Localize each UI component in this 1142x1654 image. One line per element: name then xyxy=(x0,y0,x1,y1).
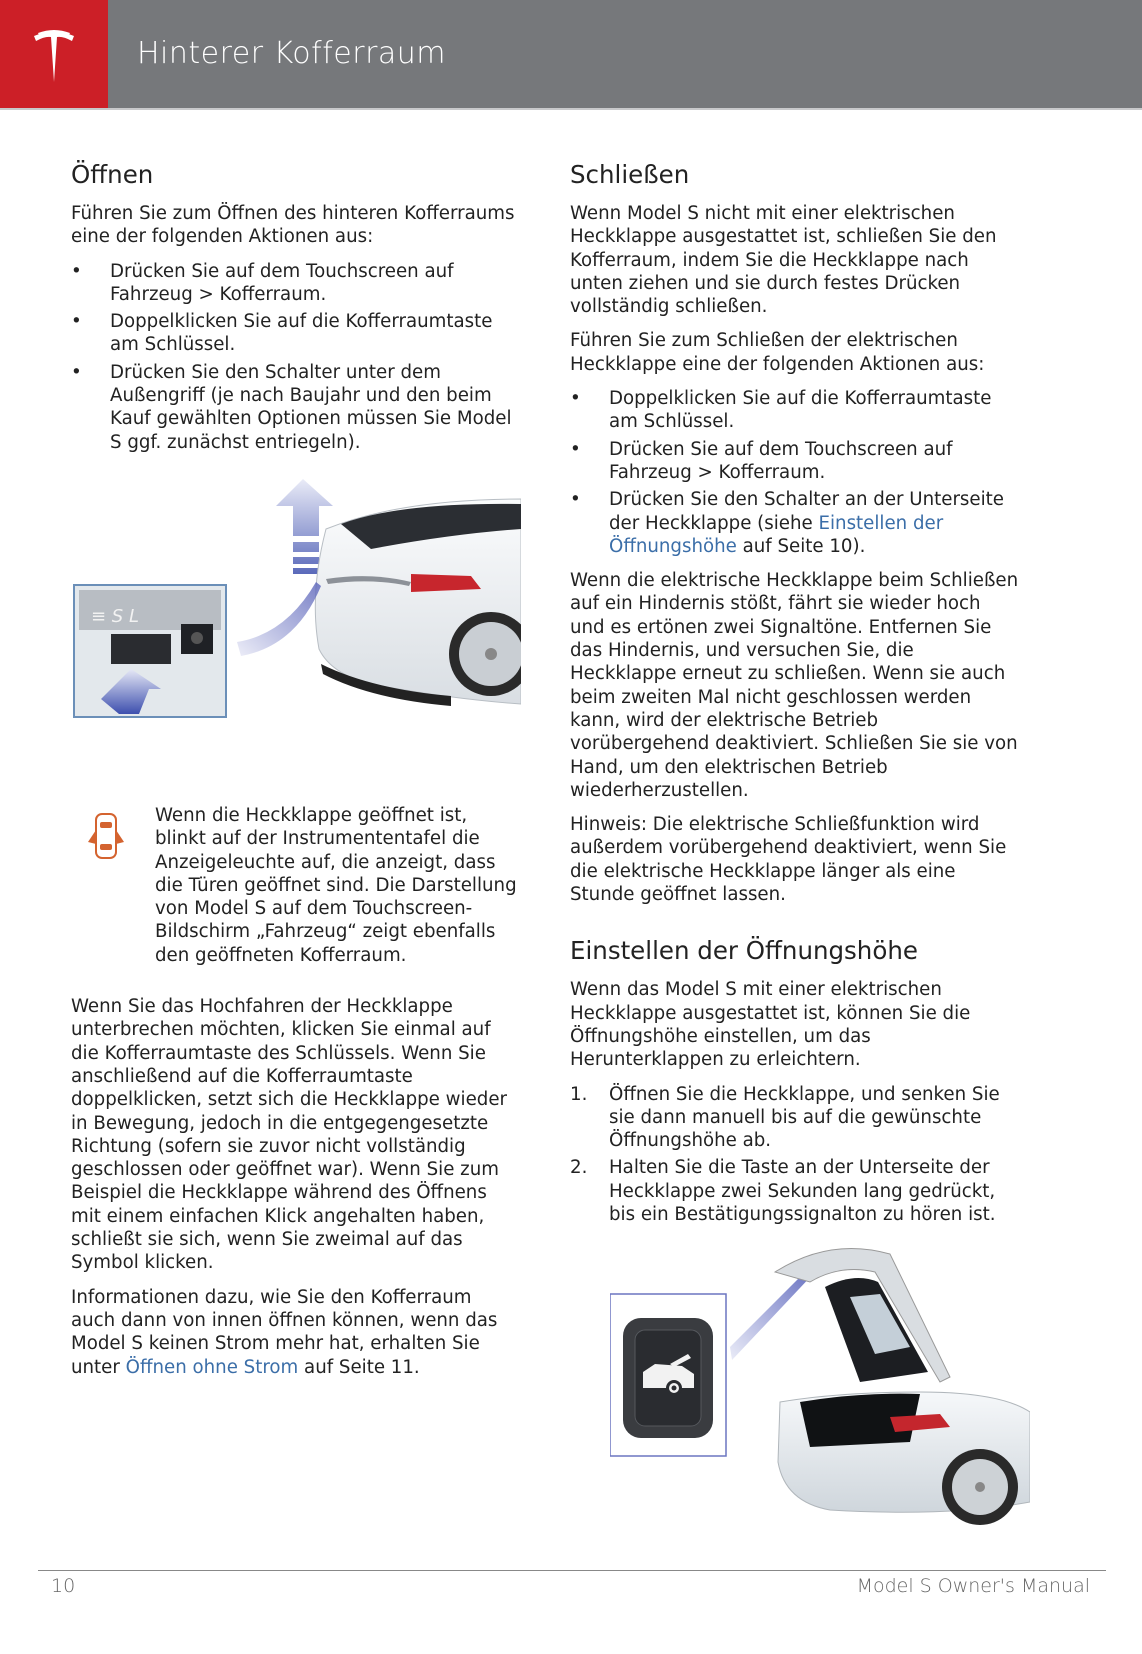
list-item-text: Drücken Sie auf dem Touchscreen auf Fahrzeug > Kofferraum. xyxy=(110,260,454,305)
open-para-no-power xyxy=(71,1286,521,1379)
open-bullet-list xyxy=(71,260,521,454)
bullet-marker: • xyxy=(570,388,581,410)
step-number: 2. xyxy=(570,1157,588,1179)
header-divider xyxy=(0,108,1142,110)
svg-text:≡ S L: ≡ S L xyxy=(91,605,139,627)
height-steps-list xyxy=(570,1083,1020,1227)
page-number: 10 xyxy=(51,1575,76,1597)
bullet-marker: • xyxy=(71,311,82,333)
close-para-manual: Wenn Model S nicht mit einer elektrischen Heckklappe ausgestattet ist, schließen Sie den Kofferraum, indem Sie die Heckklappe nach unten ziehen und sie durch festes Drücken vollständig schließen. xyxy=(570,203,997,318)
liftgate-button-illustration xyxy=(610,1242,1030,1532)
logo-block xyxy=(0,0,108,108)
trunk-exterior-switch-illustration xyxy=(71,474,521,774)
tesla-logo-icon xyxy=(33,30,75,82)
list-item xyxy=(570,1156,1020,1226)
list-item-text: Doppelklicken Sie auf die Kofferraumtaste am Schlüssel. xyxy=(110,311,493,356)
list-item xyxy=(71,310,521,357)
bullet-marker: • xyxy=(570,438,581,460)
right-column xyxy=(570,160,1020,1532)
list-item-text: Drücken Sie den Schalter an der Unterseite der Heckklappe (siehe xyxy=(609,489,1004,534)
list-item xyxy=(71,260,521,307)
list-item-text: Doppelklicken Sie auf die Kofferraumtaste am Schlüssel. xyxy=(609,388,992,433)
list-item xyxy=(71,361,521,454)
note-doors-open xyxy=(71,804,521,967)
link-opening-height[interactable]: Einstellen der Öffnungshöhe xyxy=(609,512,944,557)
liftgate-button-closeup xyxy=(610,1294,726,1456)
bullet-marker: • xyxy=(71,361,82,383)
manual-title: Model S Owner's Manual xyxy=(856,1575,1090,1597)
footer-divider xyxy=(38,1570,1106,1571)
step-number: 1. xyxy=(570,1083,588,1105)
list-item xyxy=(570,387,1020,434)
car-rear-illustration xyxy=(71,474,521,774)
list-item-text: Drücken Sie den Schalter unter dem Außengriff (je nach Baujahr und den beim Kauf gewählten Optionen müssen Sie Model S ggf. zunächst entriegeln). xyxy=(110,361,512,453)
list-item xyxy=(570,438,1020,485)
car-open-liftgate-illustration xyxy=(610,1242,1030,1532)
left-column xyxy=(71,160,521,1390)
bullet-marker: • xyxy=(71,260,82,282)
doors-open-warning-icon xyxy=(85,812,127,866)
close-para-hint: Hinweis: Die elektrische Schließfunktion wird außerdem vorübergehend deaktiviert, wenn Sie die elektrische Heckklappe länger als eine Stunde geöffnet lassen. xyxy=(570,814,1007,906)
list-item-text: Öffnen Sie die Heckklappe, und senken Sie sie dann manuell bis auf die gewünschte Öffnungshöhe ab. xyxy=(609,1083,1000,1152)
open-intro: Führen Sie zum Öffnen des hinteren Kofferraums eine der folgenden Aktionen aus: xyxy=(71,203,515,248)
list-item-text: auf Seite 10). xyxy=(736,535,866,557)
list-item xyxy=(570,1083,1020,1153)
note-text: Wenn die Heckklappe geöffnet ist, blinkt auf der Instrumententafel die Anzeigeleuchte auf, die anzeigt, dass die Türen geöffnet sind. Die Darstellung von Model S auf dem Touchscreen-Bildschirm „Fahrzeug“ zeigt ebenfalls den geöffneten Kofferraum. xyxy=(155,804,517,966)
close-para-intro: Führen Sie zum Schließen der elektrischen Heckklappe eine der folgenden Aktionen aus: xyxy=(570,330,985,375)
close-bullet-list xyxy=(570,387,1020,558)
section-heading-open: Öffnen xyxy=(71,160,154,189)
link-open-without-power[interactable]: Öffnen ohne Strom xyxy=(125,1356,299,1378)
section-heading-height: Einstellen der Öffnungshöhe xyxy=(570,936,918,966)
height-intro: Wenn das Model S mit einer elektrischen Heckklappe ausgestattet ist, können Sie die Öffnungshöhe einstellen, um das Herunterklappen zu erleichtern. xyxy=(570,979,971,1071)
list-item xyxy=(570,488,1020,558)
open-para-interrupt: Wenn Sie das Hochfahren der Heckklappe unterbrechen möchten, klicken Sie einmal auf die Kofferraumtaste des Schlüssels. Wenn Sie anschließend auf die Kofferraumtaste doppelklicken, setzt sich die Heckklappe wieder in Bewegung, jedoch in die entgegengesetzte Richtung (sofern sie zuvor nicht vollständig geschlossen oder geöffnet war). Wenn Sie zum Beispiel die Heckklappe während des Öffnens mit einem einfachen Klick angehalten haben, schließt sie sich, wenn Sie zweimal auf das Symbol klicken. xyxy=(71,996,507,1274)
para-text: auf Seite 11. xyxy=(298,1356,420,1378)
bullet-marker: • xyxy=(570,489,581,511)
list-item-text: Halten Sie die Taste an der Unterseite der Heckklappe zwei Sekunden lang gedrückt, bis ein Bestätigungssignalton zu hören ist. xyxy=(609,1157,996,1225)
close-para-obstacle: Wenn die elektrische Heckklappe beim Schließen auf ein Hindernis stößt, fährt sie wieder hoch und es ertönen zwei Signaltöne. Entfernen Sie das Hindernis, und versuchen Sie, die Heckklappe erneut zu schließen. Wenn sie auch beim zweiten Mal nicht geschlossen werden kann, wird der elektrische Betrieb vorübergehend deaktiviert. Schließen Sie sie von Hand, um den elektrischen Betrieb wiederherzustellen. xyxy=(570,570,1019,801)
page-header xyxy=(0,0,1142,108)
para-text: Informationen dazu, wie Sie den Kofferraum auch dann von innen öffnen können, wenn das Model S keinen Strom mehr hat, erhalten Sie unter xyxy=(71,1286,498,1378)
section-heading-close: Schließen xyxy=(570,160,690,189)
inset-switch-closeup xyxy=(74,585,226,717)
list-item-text: Drücken Sie auf dem Touchscreen auf Fahrzeug > Kofferraum. xyxy=(609,438,953,483)
page-title: Hinterer Kofferraum xyxy=(137,36,447,71)
